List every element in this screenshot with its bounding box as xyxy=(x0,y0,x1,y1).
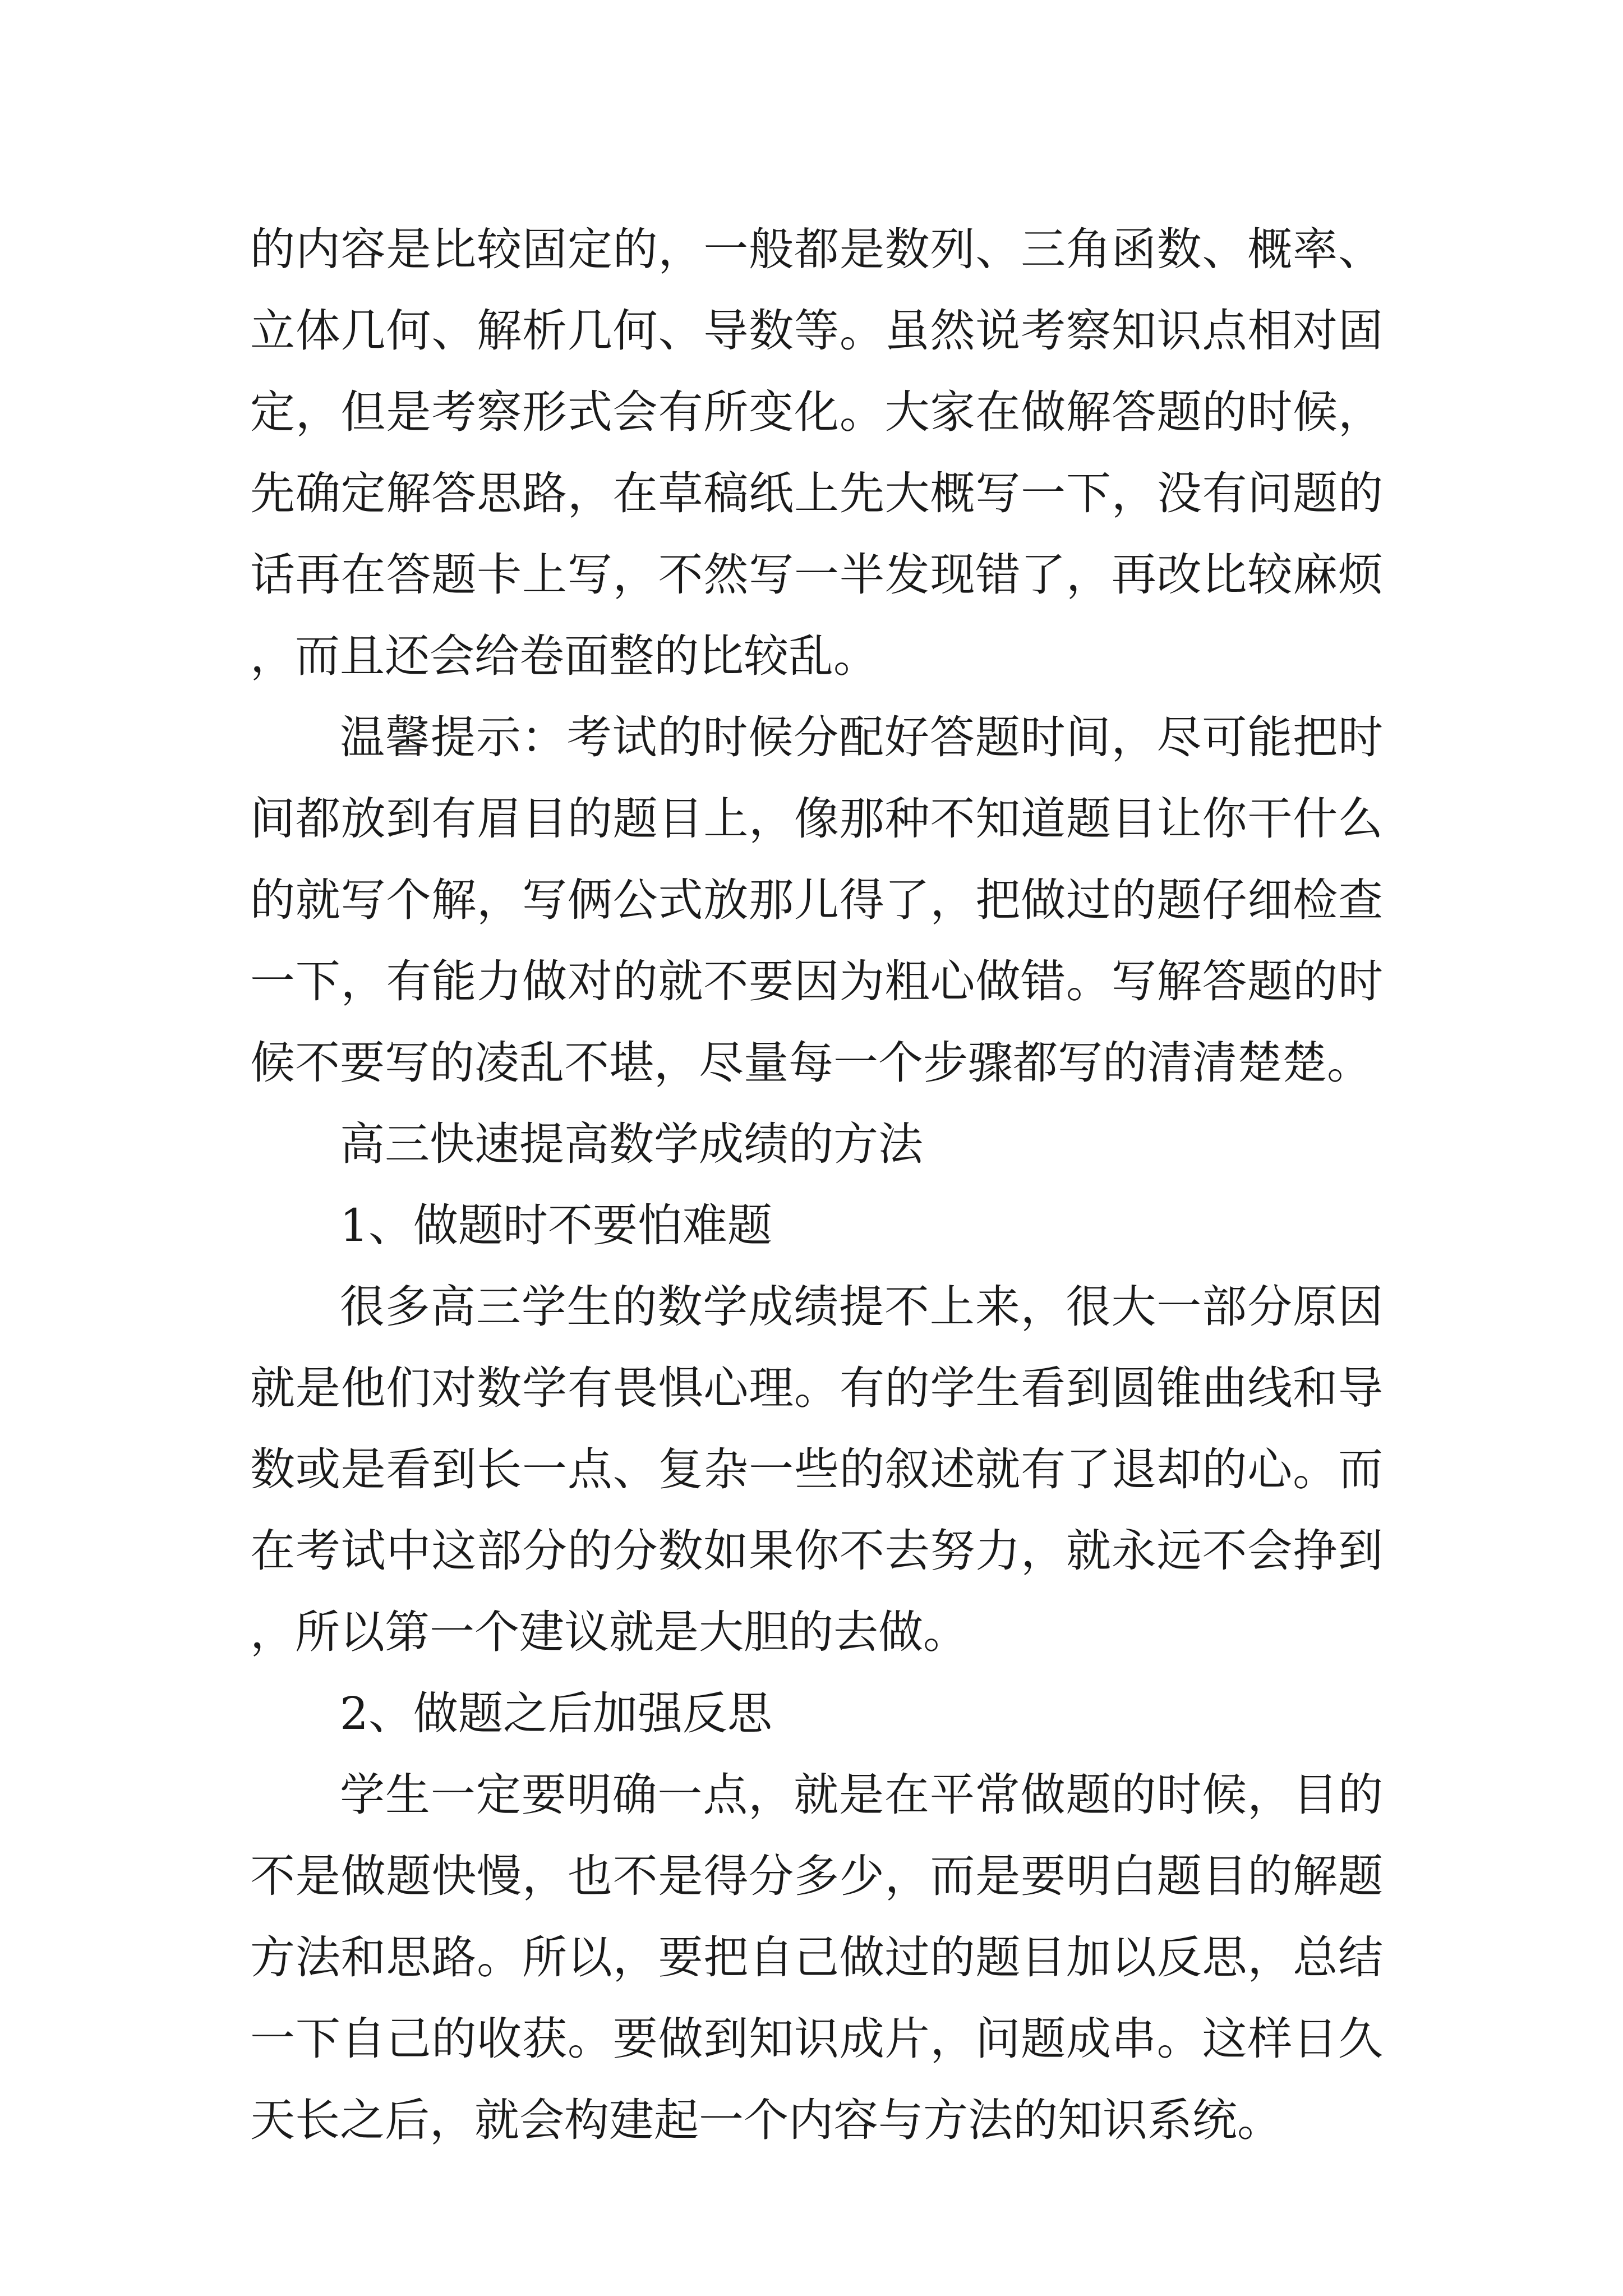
paragraph-tip: 温馨提示：考试的时候分配好答题时间，尽可能把时间都放到有眉目的题目上，像那种不知道题目让你干什么的就写个解，写俩公式放那儿得了，把做过的题仔细检查一下，有能力做对的就不要因为粗心做错。写解答题的时候不要写的凌乱不堪，尽量每一个步骤都写的清清楚楚。 xyxy=(250,711,1383,1089)
paragraph-2: 学生一定要明确一点，就是在平常做题的时候，目的不是做题快慢，也不是得分多少，而是要明白题目的解题方法和思路。所以，要把自己做过的题目加以反思，总结一下自己的收获。要做到知识成片，问题成串。这样日久天长之后，就会构建起一个内容与方法的知识系统。 xyxy=(250,1769,1383,2146)
section-heading: 高三快速提高数学成绩的方法 xyxy=(340,1118,923,1170)
subheading-1: 1、做题时不要怕难题 xyxy=(340,1199,772,1251)
document-body xyxy=(250,209,1383,2161)
paragraph-1: 很多高三学生的数学成绩提不上来，很大一部分原因就是他们对数学有畏惧心理。有的学生看到圆锥曲线和导数或是看到长一点、复杂一些的叙述就有了退却的心。而在考试中这部分的分数如果你不去努力，就永远不会挣到，所以第一个建议就是大胆的去做。 xyxy=(250,1281,1383,1658)
subheading-2: 2、做题之后加强反思 xyxy=(340,1687,772,1740)
paragraph-continuation: 的内容是比较固定的，一般都是数列、三角函数、概率、立体几何、解析几何、导数等。虽然说考察知识点相对固定，但是考察形式会有所变化。大家在做解答题的时候，先确定解答思路，在草稿纸上先大概写一下，没有问题的话再在答题卡上写，不然写一半发现错了，再改比较麻烦，而且还会给卷面整的比较乱。 xyxy=(250,223,1383,682)
